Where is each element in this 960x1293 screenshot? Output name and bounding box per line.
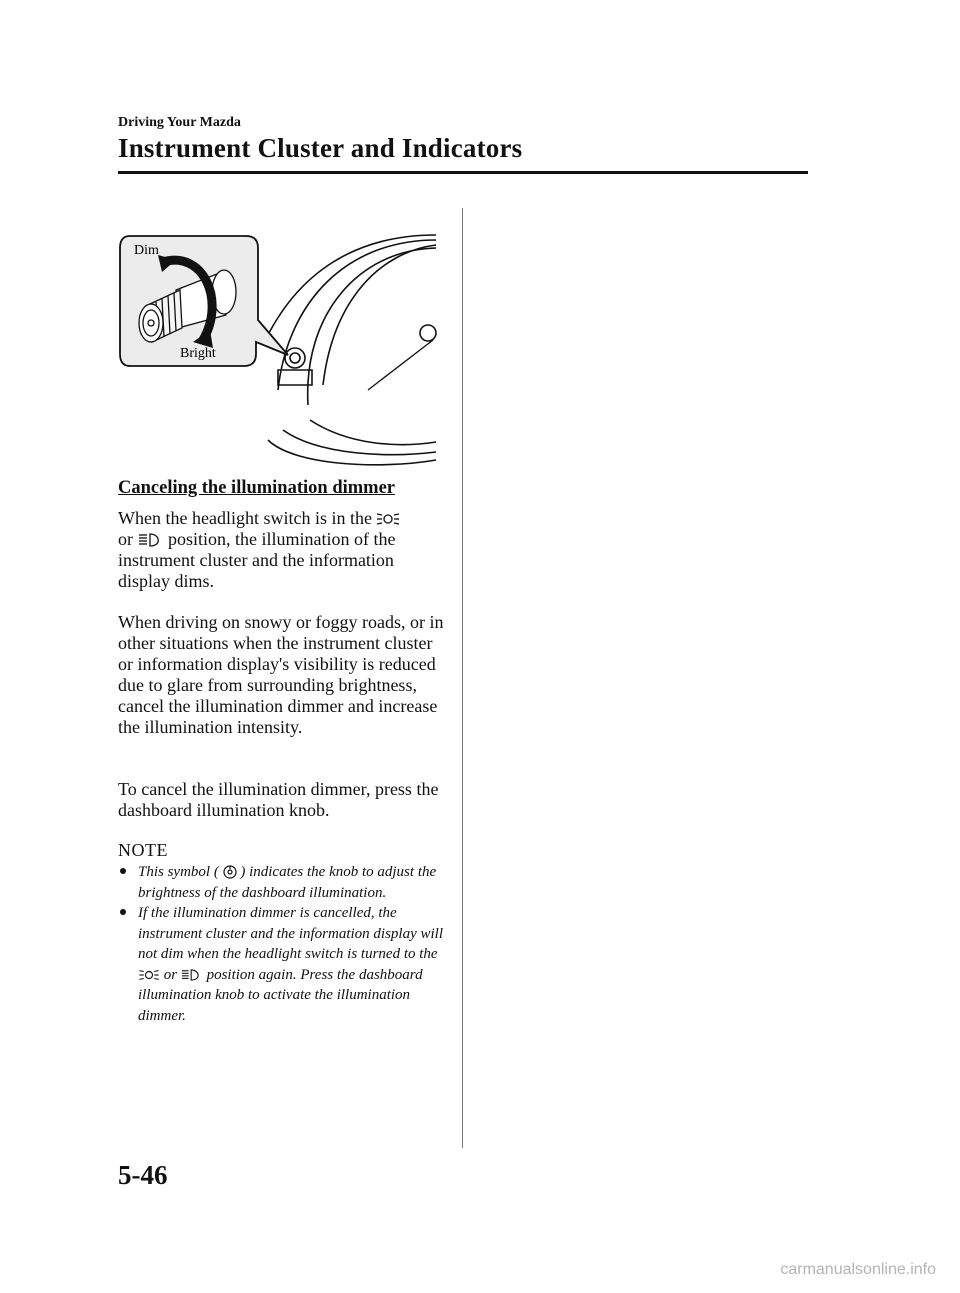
headlight-icon	[138, 532, 164, 548]
column-divider	[462, 208, 463, 1148]
note1-text-a: This symbol (	[138, 864, 219, 880]
note-item	[118, 862, 448, 903]
header-rule	[118, 171, 808, 174]
illumination-knob-icon	[223, 865, 237, 879]
dashboard-knob-illustration	[118, 230, 438, 470]
parking-light-icon	[138, 968, 160, 982]
section-label: Driving Your Mazda	[118, 115, 241, 130]
note-item	[118, 903, 448, 1026]
note1-text-b: ) indicates the knob to adjust the brightness of the dashboard illumination.	[138, 864, 437, 901]
bullet	[120, 868, 126, 874]
label-dim: Dim	[134, 243, 159, 258]
note2-text-b: or	[163, 966, 178, 983]
subheading: Canceling the illumination dimmer	[118, 478, 395, 498]
parking-light-icon	[376, 511, 400, 527]
watermark: carmanualsonline.info	[780, 1261, 936, 1278]
paragraph-1	[118, 508, 448, 592]
paragraph-2: When driving on snowy or foggy roads, or in other situations when the instrument cluster or information display's visibility is reduced due to glare from surrounding brightness, cancel the illumination dimmer and increase the illumination intensity.	[118, 612, 444, 737]
label-bright: Bright	[180, 346, 216, 361]
note-list	[118, 862, 448, 1026]
page-title: Instrument Cluster and Indicators	[118, 133, 523, 163]
paragraph-3: To cancel the illumination dimmer, press the dashboard illumination knob.	[118, 779, 439, 820]
headlight-icon	[181, 968, 203, 982]
p1-text-a: When the headlight switch is in the	[118, 508, 372, 528]
p1-text-b: or	[118, 529, 133, 549]
page-number: 5-46	[118, 1160, 168, 1190]
note2-text-a: If the illumination dimmer is cancelled, the instrument cluster and the information display will not dim when the headlight switch is turned to the	[138, 905, 443, 962]
note2-text-c: position again. Press the dashboard illumination knob to activate the illumination dimmer.	[138, 966, 423, 1024]
bullet	[120, 909, 126, 915]
note-title: NOTE	[118, 840, 168, 860]
p1-text-c: position, the illumination of the instrument cluster and the information display dims.	[118, 529, 396, 591]
